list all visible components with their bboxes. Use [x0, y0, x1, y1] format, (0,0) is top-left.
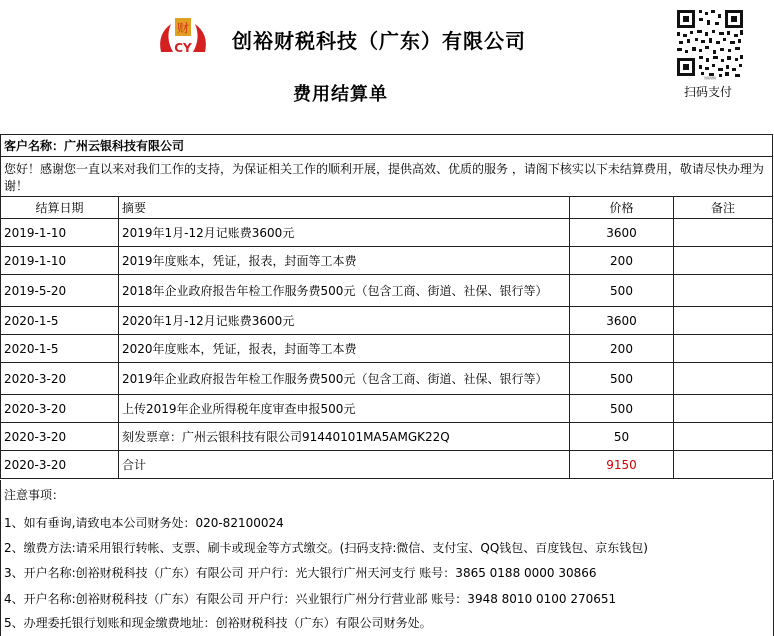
table-row — [1, 247, 773, 275]
row-summary: 上传2019年企业所得税年度审查申报500元 — [119, 395, 570, 423]
row-remark — [674, 395, 773, 423]
row-summary: 2019年1月-12月记账费3600元 — [119, 219, 570, 247]
row-remark — [674, 307, 773, 335]
note-item: 1、如有垂询,请致电本公司财务处：020-82100024 — [4, 516, 284, 530]
row-price: 500 — [570, 275, 674, 307]
row-price: 200 — [570, 335, 674, 363]
row-price: 500 — [570, 395, 674, 423]
row-summary: 2020年1月-12月记账费3600元 — [119, 307, 570, 335]
qr-code[interactable] — [675, 8, 745, 80]
row-price: 3600 — [570, 307, 674, 335]
notes-section — [0, 480, 774, 636]
row-date: 2020-1-5 — [1, 307, 119, 335]
customer-row — [1, 135, 773, 157]
logo-swoosh-left — [160, 24, 173, 52]
row-summary: 2018年企业政府报告年检工作服务费500元（包含工商、街道、社保、银行等） — [119, 275, 570, 307]
logo-glyph: 财 — [176, 21, 190, 35]
row-date: 2020-3-20 — [1, 423, 119, 451]
header-date: 结算日期 — [1, 197, 119, 219]
company-logo — [155, 12, 211, 62]
qr-small-text: 创裕财税 — [703, 76, 717, 80]
total-row — [1, 451, 773, 479]
note-item: 5、办理委托银行划账和现金缴费地址：创裕财税科技（广东）有限公司财务处。 — [4, 616, 432, 630]
row-summary: 2019年企业政府报告年检工作服务费500元（包含工商、街道、社保、银行等） — [119, 363, 570, 395]
row-remark — [674, 219, 773, 247]
header-summary: 摘要 — [119, 197, 570, 219]
company-name: 创裕财税科技（广东）有限公司 — [232, 29, 526, 53]
logo-swoosh-right — [193, 24, 206, 52]
bill-table — [0, 134, 773, 479]
row-date: 2019-1-10 — [1, 219, 119, 247]
row-date: 2020-3-20 — [1, 363, 119, 395]
row-summary: 2020年度账本，凭证，报表，封面等工本费 — [119, 335, 570, 363]
row-remark — [674, 423, 773, 451]
table-row — [1, 307, 773, 335]
row-remark — [674, 275, 773, 307]
table-row — [1, 423, 773, 451]
row-remark — [674, 247, 773, 275]
qr-caption: 扫码支付 — [684, 85, 733, 99]
row-price: 3600 — [570, 219, 674, 247]
table-row — [1, 363, 773, 395]
table-header-row — [1, 197, 773, 219]
row-summary: 2019年度账本，凭证，报表，封面等工本费 — [119, 247, 570, 275]
row-date: 2020-1-5 — [1, 335, 119, 363]
note-item: 2、缴费方法:请采用银行转帐、支票、刷卡或现金等方式缴交。(扫码支持:微信、支付宝、QQ钱包、百度钱包、京东钱包) — [4, 541, 648, 555]
row-price: 50 — [570, 423, 674, 451]
logo-text: CY — [174, 41, 192, 55]
notes-title: 注意事项： — [4, 488, 65, 502]
header-price: 价格 — [570, 197, 674, 219]
row-remark — [674, 363, 773, 395]
row-date: 2019-5-20 — [1, 275, 119, 307]
table-row — [1, 335, 773, 363]
total-label: 合计 — [119, 451, 570, 479]
table-row — [1, 275, 773, 307]
total-remark — [674, 451, 773, 479]
row-date: 2019-1-10 — [1, 247, 119, 275]
customer-name: 客户名称：广州云银科技有限公司 — [1, 135, 773, 157]
document-title: 费用结算单 — [293, 84, 388, 105]
note-item: 3、开户名称:创裕财税科技（广东）有限公司 开户行：光大银行广州天河支行 账号：3865 0188 0000 30866 — [4, 566, 597, 580]
total-price: 9150 — [570, 451, 674, 479]
table-row — [1, 395, 773, 423]
header-remark: 备注 — [674, 197, 773, 219]
row-price: 200 — [570, 247, 674, 275]
note-item: 4、开户名称:创裕财税科技（广东）有限公司 开户行：兴业银行广州分行营业部 账号：3948 8010 0100 270651 — [4, 592, 617, 606]
greeting-row — [1, 157, 773, 197]
row-price: 500 — [570, 363, 674, 395]
row-date: 2020-3-20 — [1, 395, 119, 423]
table-row — [1, 219, 773, 247]
row-summary: 刻发票章：广州云银科技有限公司91440101MA5AMGK22Q — [119, 423, 570, 451]
greeting-text: 您好！感谢您一直以来对我们工作的支持，为保证相关工作的顺利开展，提供高效、优质的服务 ，请阁下核实以下未结算费用，敬请尽快办理为谢！ — [1, 157, 773, 197]
row-remark — [674, 335, 773, 363]
total-date: 2020-3-20 — [1, 451, 119, 479]
